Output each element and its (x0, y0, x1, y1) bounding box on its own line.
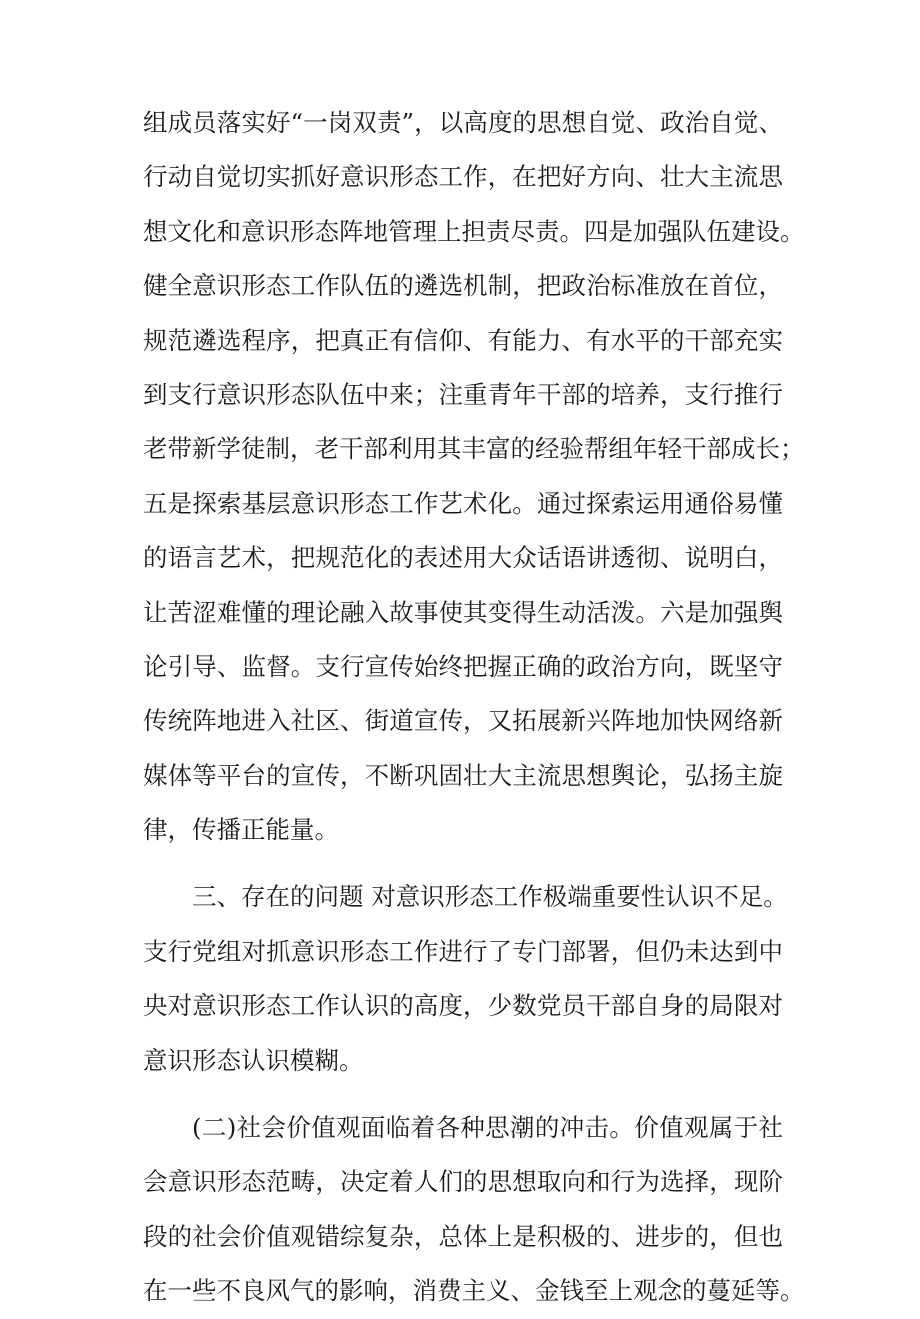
paragraph-line: 媒体等平台的宣传，不断巩固壮大主流思想舆论，弘扬主旋 (143, 760, 783, 790)
paragraph-line: 央对意识形态工作认识的高度，少数党员干部自身的局限对 (143, 991, 783, 1021)
paragraph-line: 支行党组对抓意识形态工作进行了专门部署，但仍未达到中 (143, 936, 783, 966)
paragraph-1 (143, 96, 805, 857)
section-heading-line: 三、存在的问题 对意识形态工作极端重要性认识不足。 (192, 882, 788, 912)
paragraph-line: 意识形态认识模糊。 (143, 1045, 364, 1075)
paragraph-line: 健全意识形态工作队伍的遴选机制，把政治标准放在首位， (143, 271, 783, 301)
paragraph-spacer (143, 1088, 783, 1101)
paragraph-line: (二)社会价值观面临着各种思潮的冲击。价值观属于社 (192, 1113, 783, 1143)
paragraph-line: 会意识形态范畴，决定着人们的思想取向和行为选择，现阶 (143, 1167, 783, 1197)
paragraph-line: 规范遴选程序，把真正有信仰、有能力、有水平的干部充实 (143, 325, 783, 355)
document-body (143, 96, 805, 1319)
paragraph-line: 老带新学徒制，老干部利用其丰富的经验帮组年轻干部成长； (143, 434, 805, 464)
paragraph-line: 让苦涩难懂的理论融入故事使其变得生动活泼。六是加强舆 (143, 597, 783, 627)
paragraph-line: 组成员落实好“一岗双责”，以高度的思想自觉、政治自觉、 (143, 108, 783, 137)
paragraph-line: 律，传播正能量。 (143, 815, 339, 845)
paragraph-line: 段的社会价值观错综复杂，总体上是积极的、进步的，但也 (143, 1221, 783, 1251)
paragraph-line: 在一些不良风气的影响，消费主义、金钱至上观念的蔓延等。 (143, 1276, 805, 1306)
paragraph-3 (143, 1101, 805, 1319)
paragraph-line: 行动自觉切实抓好意识形态工作，在把好方向、壮大主流思 (143, 162, 783, 192)
paragraph-spacer (143, 857, 783, 870)
paragraph-line: 五是探索基层意识形态工作艺术化。通过探索运用通俗易懂 (143, 488, 783, 518)
paragraph-2 (143, 870, 788, 1088)
paragraph-line: 到支行意识形态队伍中来；注重青年干部的培养，支行推行 (143, 379, 783, 409)
paragraph-line: 论引导、监督。支行宣传始终把握正确的政治方向，既坚守 (143, 651, 783, 681)
paragraph-line: 想文化和意识形态阵地管理上担责尽责。四是加强队伍建设。 (143, 216, 805, 246)
paragraph-line: 的语言艺术，把规范化的表述用大众话语讲透彻、说明白， (143, 543, 783, 573)
paragraph-line: 传统阵地进入社区、街道宣传，又拓展新兴阵地加快网络新 (143, 706, 783, 736)
